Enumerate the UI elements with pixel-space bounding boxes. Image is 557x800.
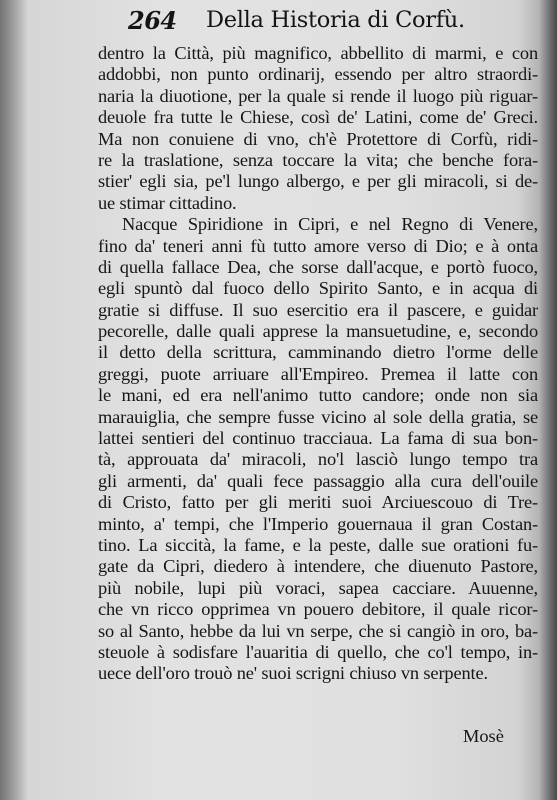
text-line: tino. La siccità, la fame, e la peste, dalle sue orationi fu-	[98, 534, 538, 555]
text-line: deuole fra tutte le Chiese, così de' Latini, come de' Greci.	[98, 107, 538, 128]
text-line: più nobile, lupi più voraci, sapea cacciare. Auuenne,	[98, 577, 538, 598]
text-line: le mani, ed era nell'animo tutto candore; onde non sia	[98, 385, 538, 406]
text-line: che vn ricco opprimea vn pouero debitore, il quale ricor-	[98, 599, 538, 620]
text-line: uece dell'oro trouò ne' suoi scrigni chiuso vn serpente.	[98, 663, 488, 684]
text-line: naria la diuotione, per la quale si rende il luogo più riguar-	[98, 85, 538, 106]
page-header	[128, 6, 528, 40]
text-line: so al Santo, hebbe da lui vn serpe, che si cangiò in oro, ba-	[98, 620, 538, 641]
text-line: fino da' teneri anni fù tutto amore verso di Dio; e à onta	[98, 235, 538, 256]
text-line: dentro la Città, più magnifico, abbellito di marmi, e con	[98, 43, 538, 63]
text-line: ue stimar cittadino.	[98, 192, 237, 213]
text-line: gli armenti, da' quali fece passaggio alla cura dell'ouile	[98, 470, 538, 491]
text-line: minto, a' tempi, che l'Imperio gouernaua il gran Costan-	[98, 513, 538, 534]
text-line: marauiglia, che sempre fusse vicino al sole della gratia, se	[98, 406, 538, 427]
text-line: egli spuntò dal fuoco dello Spirito Santo, e in acqua di	[98, 278, 538, 299]
text-line: pecorelle, dalle quali apprese la mansuetudine, e, secondo	[98, 321, 538, 342]
text-line: greggi, puote arriuare all'Empireo. Premea il latte con	[98, 363, 538, 384]
text-line: gate da Cipri, diedero à intendere, che diuenuto Pastore,	[98, 556, 538, 577]
text-line: Nacque Spiridione in Cipri, e nel Regno di Venere,	[122, 214, 538, 235]
text-line: steuole à sodisfare l'auaritia di quello, che co'l tempo, in-	[98, 641, 538, 662]
text-line: di Cristo, fatto per gli meriti suoi Arciuescouo di Tre-	[98, 492, 538, 513]
text-line: di quella fallace Dea, che sorse dall'acque, e portò fuoco,	[98, 256, 538, 277]
text-line: addobbi, non punto ordinarij, essendo per altro straordi-	[98, 64, 538, 85]
running-title: Della Historia di Corfù.	[206, 7, 465, 33]
text-line: re la traslatione, senza toccare la vita; che benche fora-	[98, 149, 538, 170]
text-line: tà, approuata da' miracoli, no'l lasciò lungo tempo tra	[98, 449, 538, 470]
page-number: 264	[128, 6, 177, 35]
text-line: il detto della scrittura, camminando dietro l'orme delle	[98, 342, 538, 363]
text-line: gratie si diffuse. Il suo esercitio era il pascere, e guidar	[98, 299, 538, 320]
text-line: Ma non conuiene di vno, ch'è Protettore di Corfù, ridi-	[98, 128, 538, 149]
text-line: lattei sentieri del continuo tracciaua. La fama di sua bon-	[98, 428, 538, 449]
text-line: stier' egli sia, pe'l lungo albergo, e per gli miracoli, si de-	[98, 171, 538, 192]
body-text	[98, 43, 538, 685]
catchword: Mosè	[463, 726, 504, 746]
